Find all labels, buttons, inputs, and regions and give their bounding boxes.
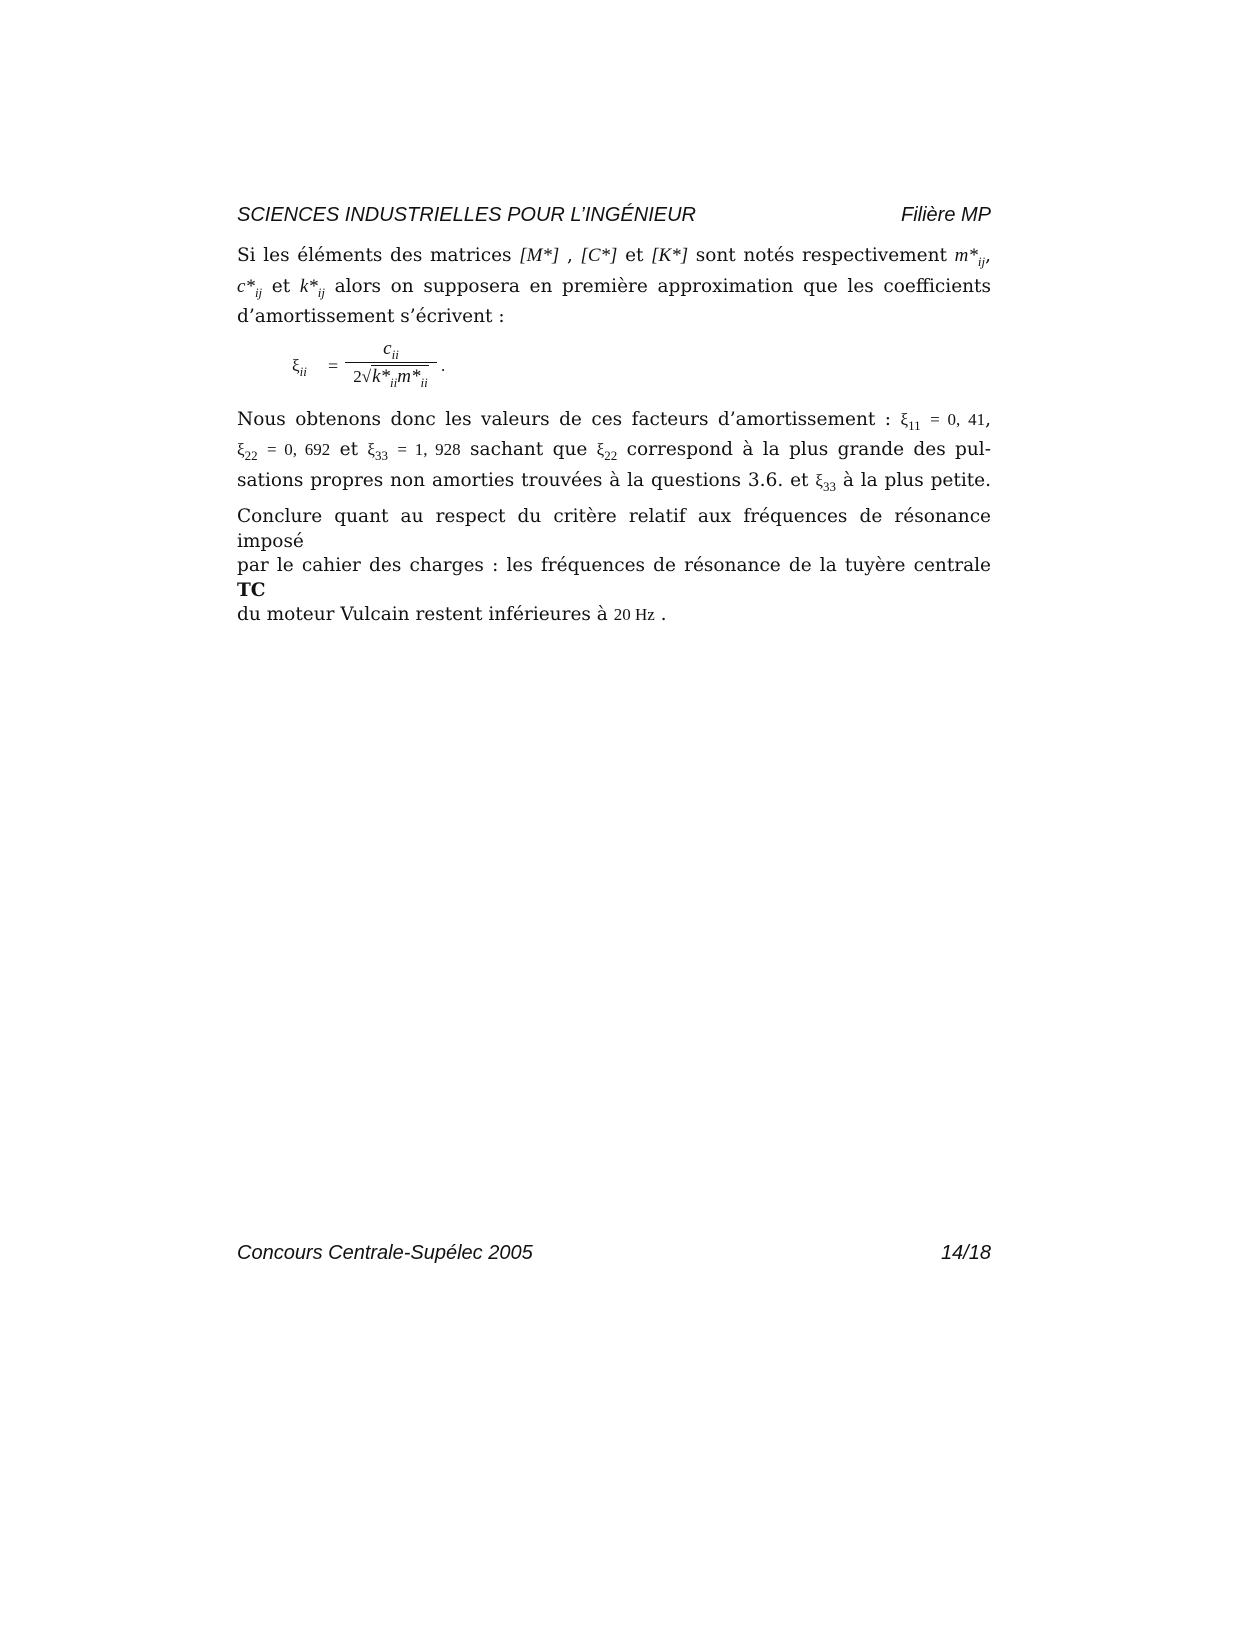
fraction-denominator (345, 364, 437, 390)
math-xi: ξ (292, 355, 300, 375)
math-subscript: ij (317, 284, 325, 300)
paragraph-matrices (237, 244, 991, 330)
math-subscript: 33 (375, 448, 388, 463)
emphasis-tc: TC (237, 579, 266, 601)
text-run: sachant que (460, 439, 597, 460)
text-line (237, 554, 991, 603)
text-run: Si les éléments des matrices (237, 245, 520, 266)
radicand (371, 365, 429, 390)
page-header (237, 204, 991, 234)
text-line (237, 408, 991, 439)
math-xi: ξ (900, 409, 909, 429)
footer-page-number: 14/18 (940, 1242, 991, 1264)
text-run: et (330, 439, 368, 460)
math-subscript: ii (299, 363, 307, 379)
text-run: . (654, 604, 667, 625)
math-c-star: c* (237, 275, 255, 297)
math-matrix-k: [K*] (651, 245, 689, 266)
text-line: d’amortissement s’écrivent : (237, 306, 505, 327)
math-matrix-c: [C*] (580, 245, 618, 266)
math-xi: ξ (815, 470, 823, 490)
math-two: 2 (353, 366, 362, 386)
math-subscript: ii (390, 374, 398, 390)
math-subscript: 33 (822, 478, 836, 494)
math-value: = 0, 692 (266, 440, 331, 459)
footer-exam: Concours Centrale-Supélec 2005 (237, 1242, 533, 1264)
text-run: sations propres non amorties trouvées à la questions 3.6. et (237, 469, 816, 491)
math-subscript: ii (391, 346, 399, 362)
math-subscript: ij (254, 284, 263, 300)
text-line (237, 469, 991, 500)
math-subscript: ij (977, 254, 986, 269)
math-subscript: 11 (908, 417, 921, 433)
text-run: Nous obtenons donc les valeurs de ces facteurs d’amortissement : (237, 408, 901, 430)
formula-period: . (441, 355, 446, 375)
paragraph-conclusion (237, 505, 991, 628)
math-frequency: 20 Hz (613, 605, 655, 624)
text-line (237, 438, 991, 469)
formula-fraction (345, 336, 437, 390)
page-footer (237, 1242, 991, 1272)
math-xi: ξ (237, 440, 245, 459)
math-xi: ξ (367, 440, 375, 459)
text-run: correspond à la plus grande des pul- (617, 439, 991, 460)
text-line (237, 275, 991, 306)
math-subscript: ii (420, 374, 428, 390)
math-c: c (383, 337, 392, 359)
math-subscript: 22 (604, 448, 618, 463)
fraction-numerator (345, 336, 437, 362)
math-xi: ξ (596, 440, 605, 459)
text-run: et (262, 275, 300, 297)
sqrt-icon: √ (361, 366, 372, 386)
text-line (237, 603, 991, 628)
header-track: Filière MP (900, 204, 991, 226)
math-k-star: k* (299, 275, 318, 297)
math-m-star: m* (397, 365, 421, 387)
page-body (237, 244, 991, 634)
text-line (237, 244, 991, 275)
math-subscript: 22 (244, 448, 258, 463)
math-value: = 1, 928 (397, 440, 461, 459)
damping-formula (237, 336, 991, 394)
header-subject: SCIENCES INDUSTRIELLES POUR L’INGÉNIEUR (237, 204, 696, 226)
text-run: , (985, 245, 991, 266)
math-m-star: m* (954, 245, 978, 266)
text-run: du moteur Vulcain restent inférieures à (237, 604, 614, 625)
paragraph-damping-values (237, 408, 991, 500)
text-run: et (617, 245, 652, 266)
text-run: à la plus petite. (835, 469, 991, 491)
text-line: Conclure quant au respect du critère relatif aux fréquences de résonance imposé (237, 506, 991, 552)
math-matrix-m: [M*] (519, 245, 560, 266)
math-value: = 0, 41 (930, 409, 986, 429)
formula-lhs (292, 354, 307, 385)
text-run: , (985, 408, 991, 430)
text-run: par le cahier des charges : les fréquences de résonance de la tuyère centrale (237, 555, 991, 576)
formula-equals: = (328, 355, 339, 376)
text-run: alors on supposera en première approximation que les coefficients (324, 275, 991, 297)
math-k-star: k* (372, 365, 391, 387)
text-run: , (559, 245, 581, 266)
text-run: sont notés respectivement (688, 245, 955, 266)
